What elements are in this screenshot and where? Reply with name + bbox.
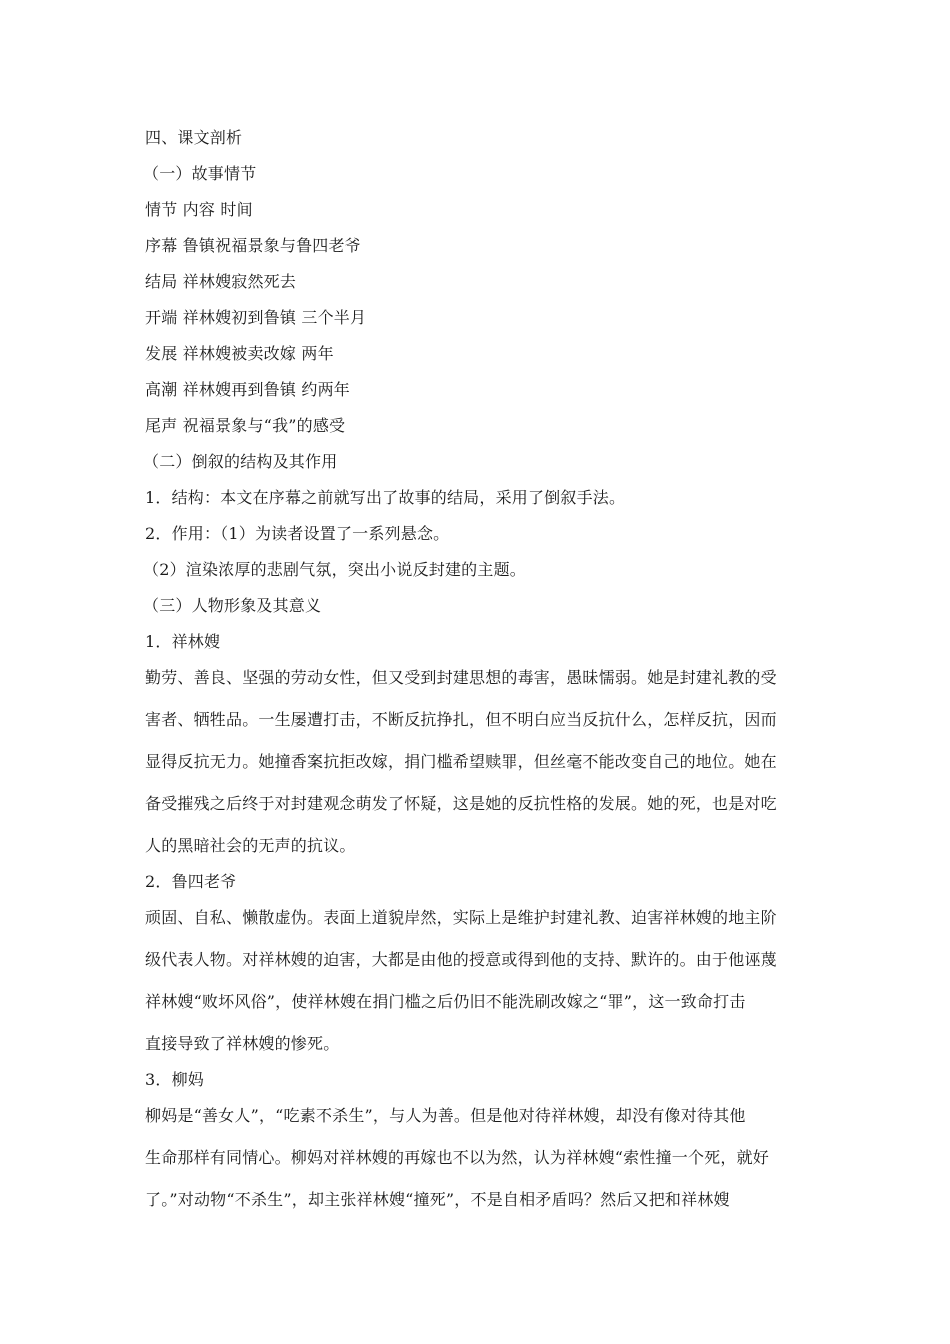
plot-row: 发展 祥林嫂被卖改嫁 两年 xyxy=(145,344,334,363)
structure-point: 1．结构：本文在序幕之前就写出了故事的结局，采用了倒叙手法。 xyxy=(145,488,626,507)
paragraph-line: 顽固、自私、懒散虚伪。表面上道貌岸然，实际上是维护封建礼教、迫害祥林嫂的地主阶 xyxy=(145,908,777,927)
subsection-heading-characters: （三）人物形象及其意义 xyxy=(143,596,322,615)
plot-row: 结局 祥林嫂寂然死去 xyxy=(145,272,297,291)
plot-row: 序幕 鲁镇祝福景象与鲁四老爷 xyxy=(145,236,361,255)
plot-table-header: 情节 内容 时间 xyxy=(145,200,253,219)
character-title: 1．祥林嫂 xyxy=(145,632,221,651)
paragraph-line: 备受摧残之后终于对封建观念萌发了怀疑，这是她的反抗性格的发展。她的死，也是对吃 xyxy=(145,794,777,813)
plot-row: 高潮 祥林嫂再到鲁镇 约两年 xyxy=(145,380,350,399)
plot-row: 尾声 祝福景象与“我”的感受 xyxy=(145,416,346,435)
paragraph-line: 人的黑暗社会的无声的抗议。 xyxy=(145,836,356,855)
paragraph-line: 祥林嫂“败坏风俗”，使祥林嫂在捐门槛之后仍旧不能洗刷改嫁之“罪”，这一致命打击 xyxy=(145,992,746,1011)
subsection-heading-plot: （一）故事情节 xyxy=(143,164,257,183)
character-title: 3．柳妈 xyxy=(145,1070,204,1089)
paragraph-line: 生命那样有同情心。柳妈对祥林嫂的再嫁也不以为然，认为祥林嫂“索性撞一个死，就好 xyxy=(145,1148,769,1167)
paragraph-line: 柳妈是“善女人”，“吃素不杀生”，与人为善。但是他对待祥林嫂，却没有像对待其他 xyxy=(145,1106,746,1125)
paragraph-line: 级代表人物。对祥林嫂的迫害，大都是由他的授意或得到他的支持、默许的。由于他诬蔑 xyxy=(145,950,777,969)
paragraph-line: 害者、牺牲品。一生屡遭打击，不断反抗挣扎，但不明白应当反抗什么，怎样反抗，因而 xyxy=(145,710,777,729)
plot-row: 开端 祥林嫂初到鲁镇 三个半月 xyxy=(145,308,367,327)
paragraph-line: 勤劳、善良、坚强的劳动女性，但又受到封建思想的毒害，愚昧懦弱。她是封建礼教的受 xyxy=(145,668,777,687)
function-point: 2．作用：（1）为读者设置了一系列悬念。 xyxy=(145,524,450,543)
character-title: 2．鲁四老爷 xyxy=(145,872,237,891)
paragraph-line: 了。”对动物“不杀生”，却主张祥林嫂“撞死”，不是自相矛盾吗？然后又把和祥林嫂 xyxy=(145,1190,730,1209)
subsection-heading-structure: （二）倒叙的结构及其作用 xyxy=(143,452,338,471)
section-heading: 四、课文剖析 xyxy=(145,128,243,147)
function-point: （2）渲染浓厚的悲剧气氛，突出小说反封建的主题。 xyxy=(143,560,526,579)
paragraph-line: 显得反抗无力。她撞香案抗拒改嫁，捐门槛希望赎罪，但丝毫不能改变自己的地位。她在 xyxy=(145,752,777,771)
paragraph-line: 直接导致了祥林嫂的惨死。 xyxy=(145,1034,340,1053)
